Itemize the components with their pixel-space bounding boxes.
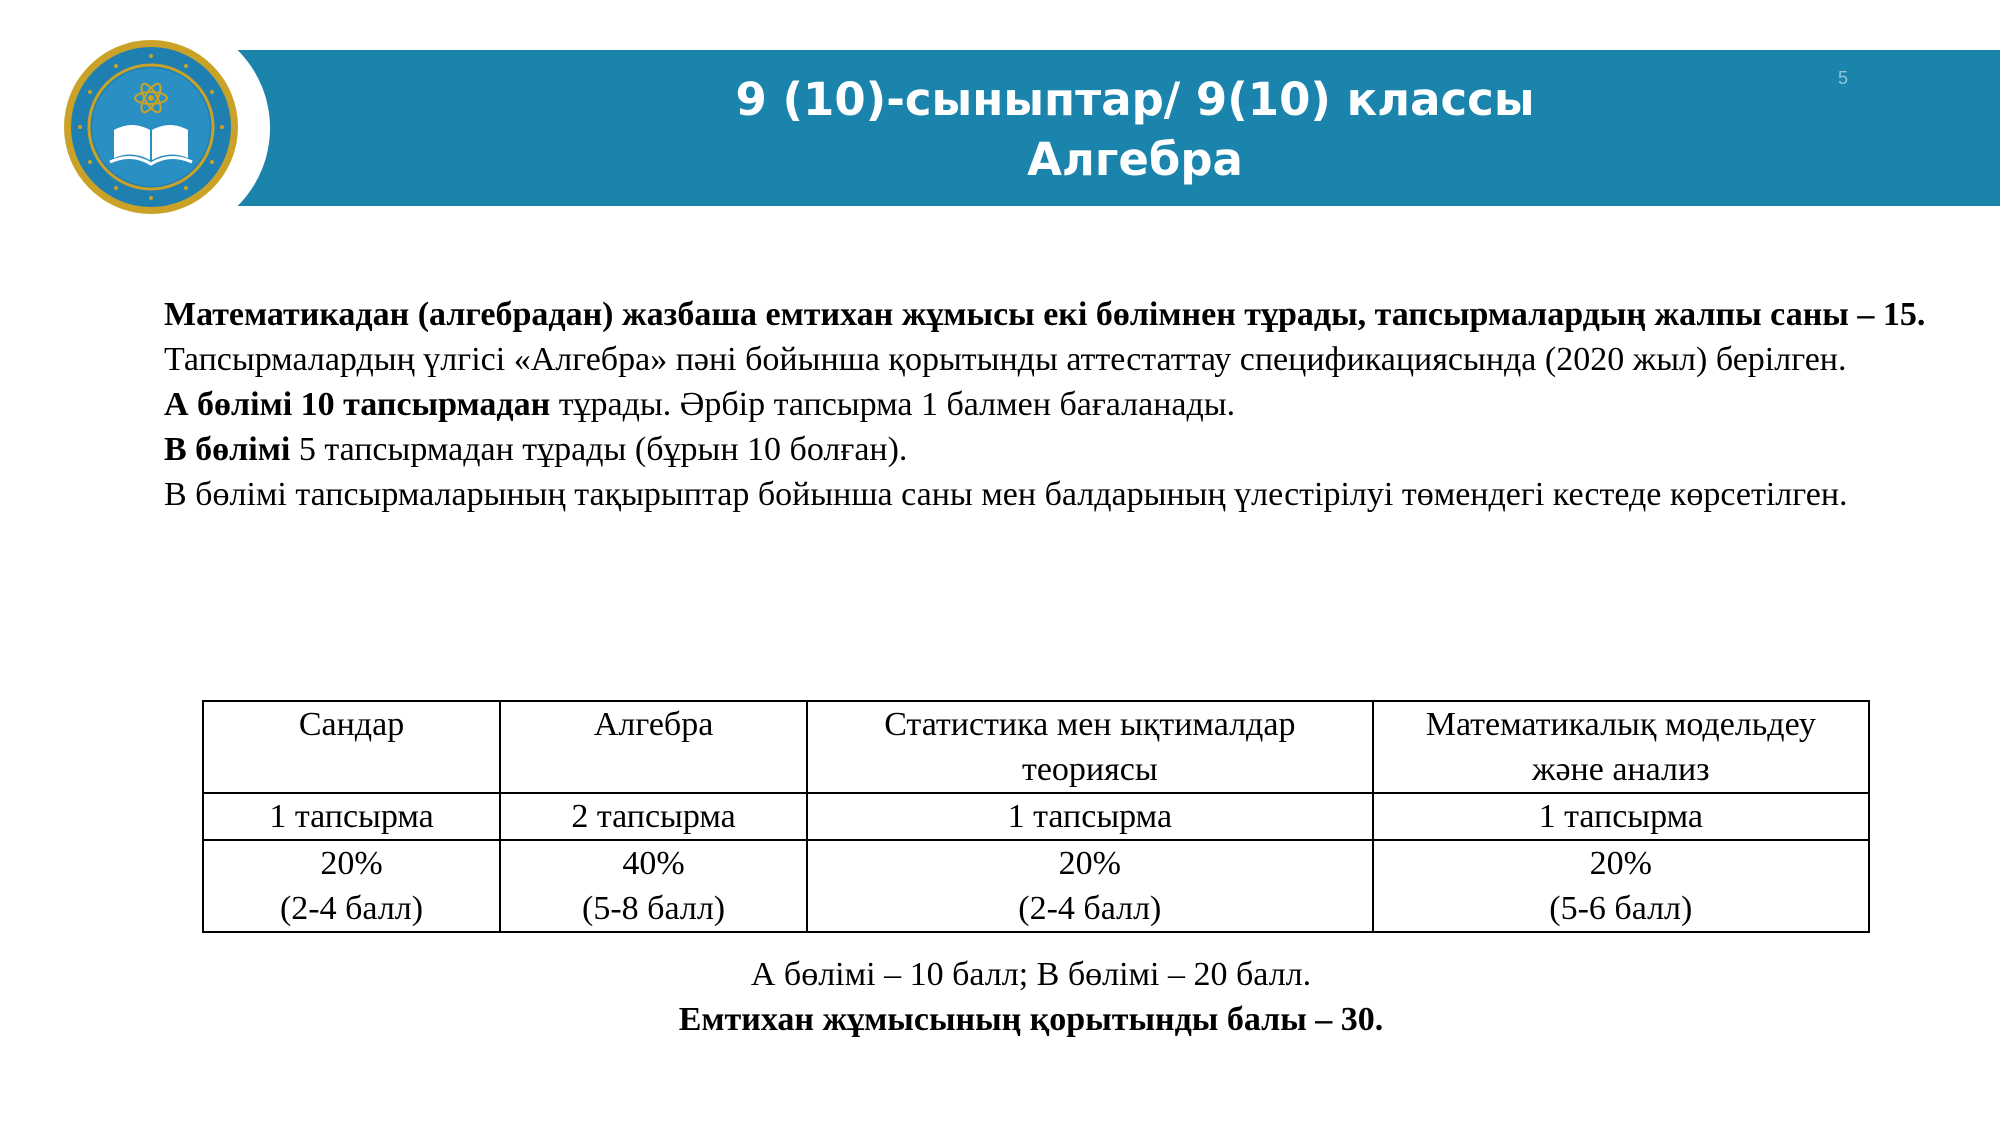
paragraph-part-a (90, 382, 1940, 427)
paragraph-specification: Тапсырмалардың үлгісі «Алгебра» пәні бойынша қорытынды аттестаттау спецификациясында (2020 жыл) берілген. (164, 341, 1847, 378)
table-header-cell: Математикалық модельдеу және анализ (1373, 701, 1869, 793)
table-cell: 20% (2-4 балл) (203, 840, 500, 932)
paragraph-distribution-intro: В бөлімі тапсырмаларының тақырыптар бойынша саны мен балдарының үлестірілуі төмендегі кестеде көрсетілген. (164, 476, 1848, 513)
part-b-label: В бөлімі (164, 431, 291, 468)
table-row-scores (203, 840, 1869, 932)
score-breakdown: А бөлімі – 10 балл; В бөлімі – 20 балл. (750, 956, 1312, 993)
title-line-subject: Алгебра (1027, 133, 1243, 186)
table-cell: 40% (5-8 балл) (500, 840, 807, 932)
table-header-cell: Сандар (203, 701, 500, 793)
table-cell: 2 тапсырма (500, 793, 807, 840)
distribution-table (202, 700, 1870, 933)
part-b-text: 5 тапсырмадан тұрады (бұрын 10 болған). (290, 431, 908, 468)
page-number: 5 (1838, 68, 1849, 88)
title-line-grade: 9 (10)-сыныптар/ 9(10) классы (735, 73, 1535, 126)
table-cell: 1 тапсырма (203, 793, 500, 840)
part-a-text: тұрады. Әрбір тапсырма 1 балмен бағаланады. (550, 386, 1236, 423)
table-header-cell: Статистика мен ықтималдар теориясы (807, 701, 1373, 793)
body-text (90, 292, 1940, 517)
paragraph-exam-structure: Математикадан (алгебрадан) жазбаша емтихан жұмысы екі бөлімнен тұрады, тапсырмалардың жалпы саны – 15. (164, 296, 1926, 333)
part-a-label: А бөлімі 10 тапсырмадан (164, 386, 551, 423)
table-cell: 20% (2-4 балл) (807, 840, 1373, 932)
slide-title (590, 70, 1680, 190)
table-cell: 1 тапсырма (807, 793, 1373, 840)
paragraph-part-b (90, 427, 1940, 472)
score-summary (400, 952, 1662, 1042)
ministry-emblem-icon (62, 38, 240, 216)
table-header-cell: Алгебра (500, 701, 807, 793)
table-row-tasks (203, 793, 1869, 840)
table-cell: 20% (5-6 балл) (1373, 840, 1869, 932)
table-header-row (203, 701, 1869, 793)
total-score: Емтихан жұмысының қорытынды балы – 30. (678, 1001, 1384, 1038)
table-cell: 1 тапсырма (1373, 793, 1869, 840)
